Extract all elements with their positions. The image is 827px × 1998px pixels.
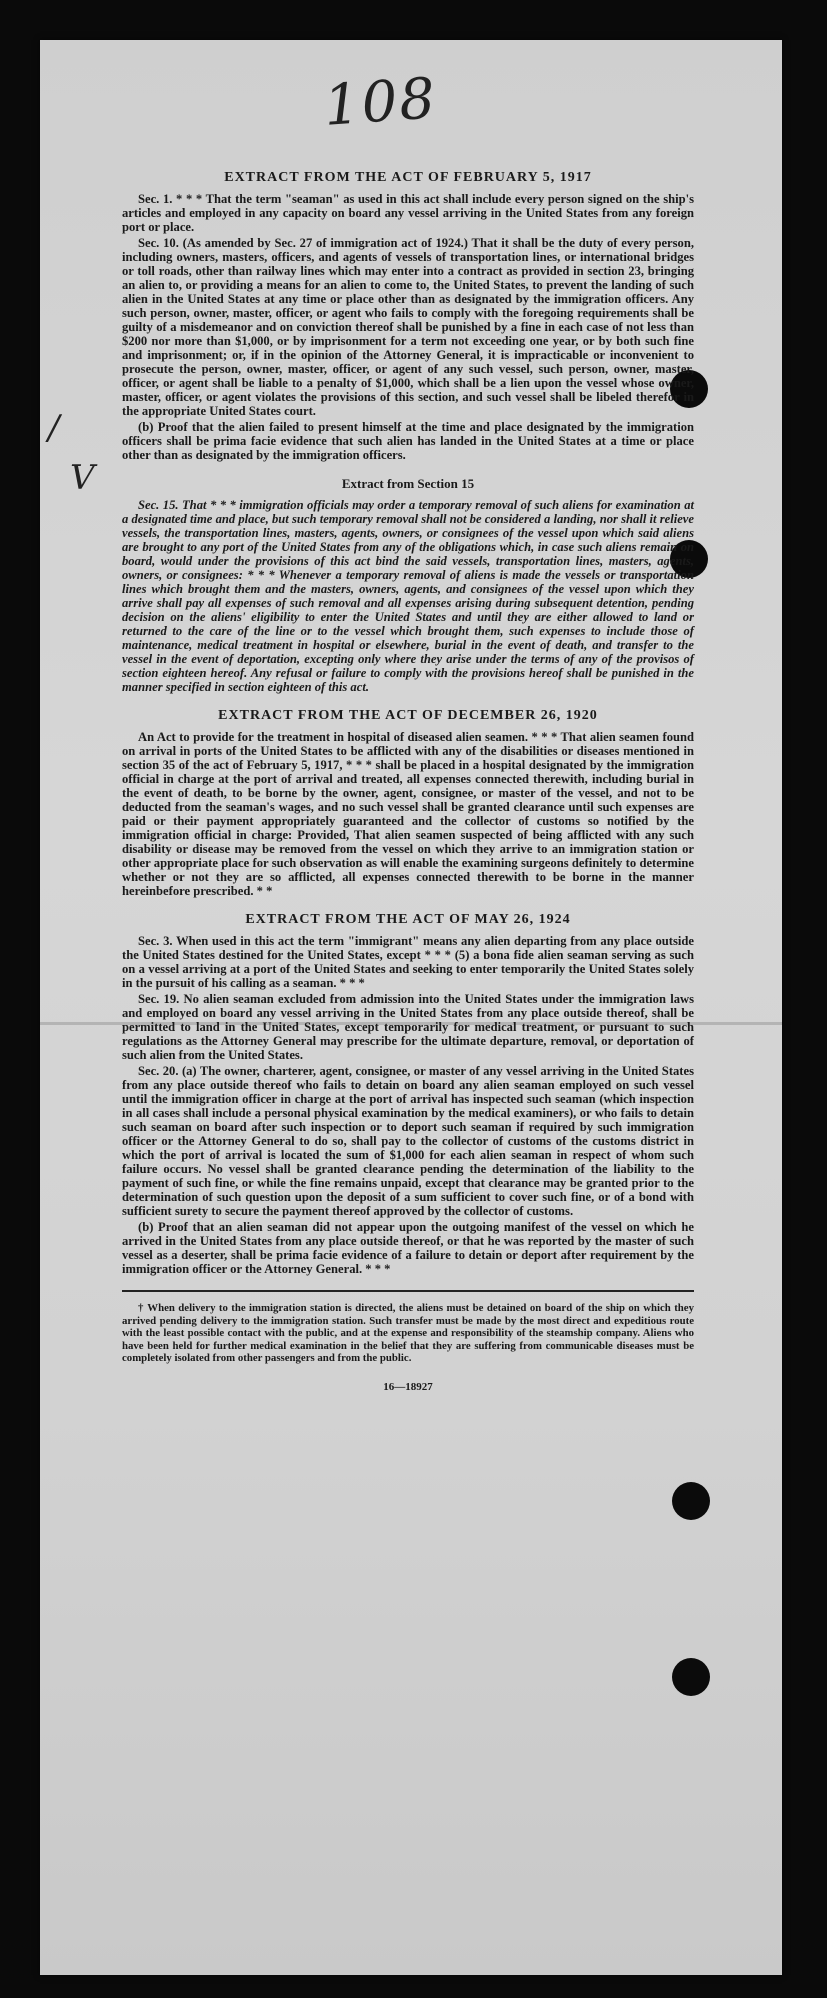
- footnote: [122, 1302, 694, 1365]
- section-heading-1924: EXTRACT FROM THE ACT OF MAY 26, 1924: [245, 912, 571, 927]
- punch-hole: [672, 1482, 710, 1520]
- document-sheet: [40, 40, 782, 1975]
- footnote-text: † When delivery to the immigration station is directed, the aliens must be detained on board of the ship on which they arrived pending delivery to the immigration station. Such transfer must be made by the most direct and expeditious route with the least possible contact with the public, and at the expense and responsibility of the steamship company. Aliens who have been held for further medical examination in the belief that they are suffering from communicable diseases must be completely isolated from other passengers and from the public.: [122, 1302, 694, 1365]
- paragraph-sec-3: Sec. 3. When used in this act the term "immigrant" means any alien departing from any place outside the United States destined for the United States, except * * * (5) a bona fide alien seaman serving as such on a vessel arriving at a port of the United States and seeking to enter temporarily the United States solely in the pursuit of his calling as a seaman. * * *: [122, 934, 694, 990]
- section-heading-1917: EXTRACT FROM THE ACT OF FEBRUARY 5, 1917: [224, 170, 592, 185]
- punch-hole: [672, 1658, 710, 1696]
- section-heading-1920: EXTRACT FROM THE ACT OF DECEMBER 26, 1920: [218, 708, 598, 723]
- paragraph-sec-19: Sec. 19. No alien seaman excluded from admission into the United States under the immigration laws and employed on board any vessel arriving in the United States from any place outside thereof, shall be permitted to land in the United States, except temporarily for medical treatment, or pursuant to such regulations as the Attorney General may prescribe for the ultimate departure, removal, or deportation of such alien from the United States.: [122, 992, 694, 1062]
- paragraph-sec-10b: (b) Proof that the alien failed to present himself at the time and place designated by the immigration officers shall be prima facie evidence that such alien has landed in the United States at a time or place other than as designated by the immigration officers.: [122, 420, 694, 462]
- subheading-section-15: Extract from Section 15: [341, 476, 475, 491]
- paragraph-sec-15: Sec. 15. That * * * immigration officials may order a temporary removal of such aliens for examination at a designated time and place, but such temporary removal shall not be considered a landing, nor shall it relieve vessels, the transportation lines, masters, agents, owners, or consignees of the vessel upon which said aliens are brought to any port of the United States from any of the obligations which, in case such aliens remain on board, would under the provisions of this act bind the said vessels, transportation lines, masters, agents, owners, or consignees: * * * Whenever a temporary removal of aliens is made the vessels or transportation lines which brought them and the masters, owners, agents, and consignees of the vessel upon which they arrive shall pay all expenses of such removal and all expenses arising during subsequent detention, pending decision on the aliens' eligibility to enter the United States and until they are either allowed to land or returned to the care of the line or to the vessel which brought them, such expenses to include those of maintenance, medical treatment in hospital or elsewhere, burial in the event of death, and transfer to the vessel in the event of deportation, excepting only where they arise under the terms of any of the provisos of section eighteen hereof. Any refusal or failure to comply with the provisions hereof shall be punished in the manner specified in section eighteen of this act.: [122, 498, 694, 694]
- paragraph-act-1920: An Act to provide for the treatment in hospital of diseased alien seamen. * * * That alien seamen found on arrival in ports of the United States to be afflicted with any of the disabilities or diseases mentioned in section 35 of the act of February 5, 1917, * * * shall be placed in a hospital designated by the immigration official in charge at the port of arrival and treated, all expenses connected therewith, including burial in the event of death, to be borne by the owner, agent, consignee, or master of the vessel, and not to be deducted from the seaman's wages, and no such vessel shall be granted clearance until such expenses are paid or their payment appropriately guaranteed and the collector of customs so notified by the immigration official in charge: Provided, That alien seamen suspected of being afflicted with any such disability or disease may be removed from the vessel on which they arrive to an immigration station or other appropriate place for such observation as will enable the examining surgeons definitely to determine whether or not they are so afflicted, all expenses connected therewith to be borne in the manner hereinbefore prescribed. * *: [122, 730, 694, 898]
- paragraph-sec-1: Sec. 1. * * * That the term "seaman" as used in this act shall include every person signed on the ship's articles and employed in any capacity on board any vessel arriving in the United States from any foreign port or place.: [122, 192, 694, 234]
- paragraph-sec-20b: (b) Proof that an alien seaman did not appear upon the outgoing manifest of the vessel on which he arrived in the United States from any place outside thereof, or that he was reported by the master of such vessel as a deserter, shall be prima facie evidence of a failure to detain or deport after requirement by the immigration officer or the Attorney General. * * *: [122, 1220, 694, 1276]
- paragraph-sec-20a: Sec. 20. (a) The owner, charterer, agent, consignee, or master of any vessel arriving in the United States from any place outside thereof who fails to detain on board any alien seaman employed on such vessel until the immigration officer in charge at the port of arrival has inspected such seaman (which inspection in all cases shall include a personal physical examination by the medical examiners), or who fails to detain such seaman on board after such inspection or to deport such seaman if required by such immigration officer or the Attorney General to do so, shall pay to the collector of customs of the customs district in which the port of arrival is located the sum of $1,000 for each alien seaman in respect of whom such failure occurs. No vessel shall be granted clearance pending the determination of the liability to the payment of such fine, or while the fine remains unpaid, except that clearance may be granted prior to the determination of such question upon the deposit of a sum sufficient to cover such fine, or of a bond with sufficient surety to secure the payment thereof approved by the collector of customs.: [122, 1064, 694, 1218]
- form-code: 16—18927: [383, 1380, 433, 1393]
- margin-mark-check: V: [70, 458, 95, 498]
- handwritten-page-number: 108: [321, 66, 440, 139]
- paragraph-sec-10: Sec. 10. (As amended by Sec. 27 of immigration act of 1924.) That it shall be the duty of every person, including owners, masters, officers, and agents of vessels of transportation lines, or international bridges or toll roads, other than railway lines which may enter into a contract as provided in section 23, bringing an alien to, or providing a means for an alien to come to, the United States, to prevent the landing of such alien in the United States at any time or place other than as designated by the immigration officers. Any such person, owner, master, officer, or agent who fails to comply with the foregoing requirements shall be guilty of a misdemeanor and on conviction thereof shall be punished by a fine in each case of not less than $200 nor more than $1,000, or by imprisonment for a term not exceeding one year, or by both such fine and imprisonment; or, if in the opinion of the Attorney General, it is impracticable or inconvenient to prosecute the person, owner, master, officer, or agent of any such vessel, such person, owner, master, officer, or agent shall be liable to a penalty of $1,000, which shall be a lien upon the vessel whose owner, master, officer, or agent violates the provisions of this section, and such vessel shall be libeled therefor in the appropriate United States court.: [122, 236, 694, 418]
- document-body: [122, 162, 694, 1393]
- footnote-divider: [122, 1290, 694, 1292]
- margin-mark-slash: /: [48, 408, 60, 448]
